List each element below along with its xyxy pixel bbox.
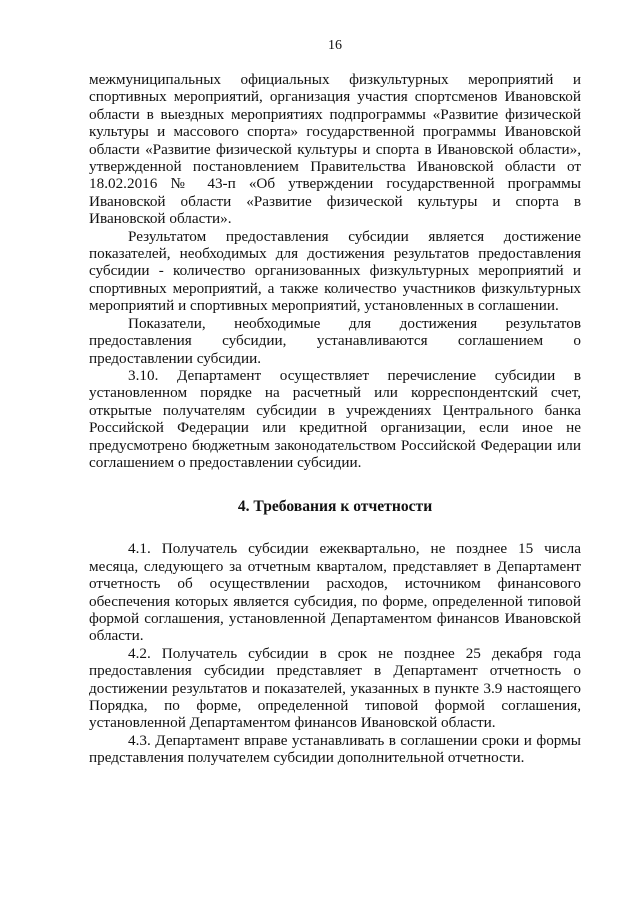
page-number: 16 [328,38,342,53]
paragraph-4-2: 4.2. Получатель субсидии в срок не позднее 25 декабря года предоставления субсидии представляет в Департамент отчетность о достижении результатов и показателей, указанных в пункте 3.9 настоящего Порядка, по форме, определенной типовой формой соглашения, установленной Департаментом финансов Ивановской области. [89,644,581,732]
paragraph-continuation: межмуниципальных официальных физкультурных мероприятий и спортивных мероприятий, организация участия спортсменов Ивановской области в выездных мероприятиях подпрограммы «Развитие физической культуры и массового спорта» государственной программы Ивановской области «Развитие физической культуры и спорта в Ивановской области», утвержденной постановлением Правительства Ивановской области от 18.02.2016 № 43-п «Об утверждении государственной программы Ивановской области «Развитие физической культуры и спорта в Ивановской области». [89,71,581,228]
paragraph-result: Результатом предоставления субсидии является достижение показателей, необходимых для достижения результатов предоставления субсидии - количество организованных физкультурных мероприятий и спортивных мероприятий, а также количество участников физкультурных мероприятий и спортивных мероприятий, установленных в соглашении. [89,227,581,315]
paragraph-4-3: 4.3. Департамент вправе устанавливать в соглашении сроки и формы представления получателем субсидии дополнительной отчетности. [89,731,581,767]
document-page [89,38,581,767]
paragraph-3-10: 3.10. Департамент осуществляет перечисление субсидии в установленном порядке на расчетный или корреспондентский счет, открытые получателям субсидии в учреждениях Центрального банка Российской Федерации или кредитной организации, если иное не предусмотрено бюджетным законодательством Российской Федерации или соглашением о предоставлении субсидии. [89,366,581,471]
section-title: 4. Требования к отчетности [237,498,433,516]
paragraph-4-1: 4.1. Получатель субсидии ежеквартально, не позднее 15 числа месяца, следующего за отчетным кварталом, представляет в Департамент отчетность об осуществлении расходов, источником финансового обеспечения которых является субсидия, по форме, определенной типовой формой соглашения, установленной Департаментом финансов Ивановской области. [89,540,581,645]
paragraph-indicators: Показатели, необходимые для достижения результатов предоставления субсидии, устанавливаются соглашением о предоставлении субсидии. [89,314,581,367]
